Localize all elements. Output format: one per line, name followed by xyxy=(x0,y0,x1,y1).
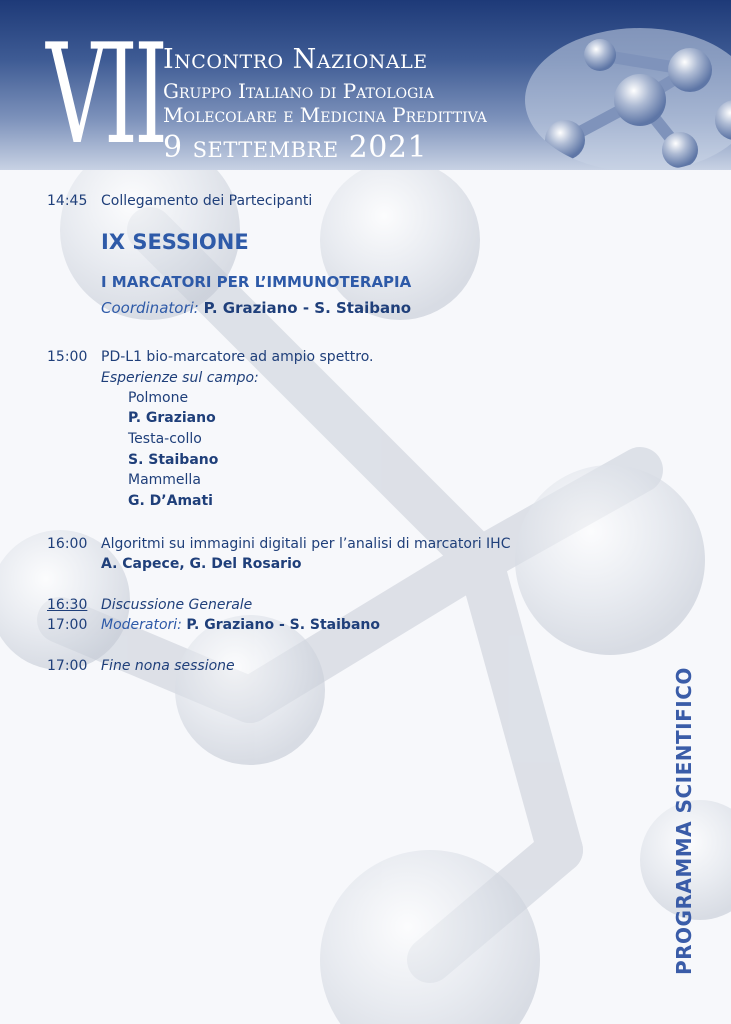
discussion-end-time: 17:00 xyxy=(47,617,88,633)
talk2-title: Algoritmi su immagini digitali per l’analisi di marcatori IHC xyxy=(101,536,511,552)
organizer-line-1: Gruppo Italiano di Patologia xyxy=(163,79,434,103)
discussion-start-time: 16:30 xyxy=(47,597,88,613)
closing-time: 17:00 xyxy=(47,658,88,674)
closing-text: Fine nona sessione xyxy=(101,658,235,674)
talk1-speaker-2: S. Staibano xyxy=(128,452,219,468)
event-title: Incontro Nazionale xyxy=(163,44,428,75)
talk1-time: 15:00 xyxy=(47,349,88,365)
coordinators-label: Coordinatori: xyxy=(101,299,199,317)
talk1-topic-3: Mammella xyxy=(128,472,201,488)
talk1-speaker-1: P. Graziano xyxy=(128,410,216,426)
organizer-line-2: Molecolare e Medicina Predittiva xyxy=(163,103,487,127)
moderators-names: P. Graziano - S. Staibano xyxy=(186,617,380,633)
session-subtitle: I MARCATORI PER L’IMMUNOTERAPIA xyxy=(101,273,412,291)
event-date: 9 settembre 2021 xyxy=(163,130,428,165)
side-section-label: PROGRAMMA SCIENTIFICO xyxy=(672,667,696,975)
moderators-label: Moderatori: xyxy=(101,617,182,633)
talk1-topic-2: Testa-collo xyxy=(128,431,202,447)
opening-text: Collegamento dei Partecipanti xyxy=(101,193,313,209)
talk1-speaker-3: G. D’Amati xyxy=(128,493,213,509)
coordinators-names: P. Graziano - S. Staibano xyxy=(203,299,412,317)
discussion-title: Discussione Generale xyxy=(101,597,253,613)
talk1-title: PD-L1 bio-marcatore ad ampio spettro. xyxy=(101,349,374,365)
edition-roman-numeral: VII xyxy=(46,14,165,170)
discussion-moderators xyxy=(101,617,380,633)
talk1-subtitle: Esperienze sul campo: xyxy=(101,370,259,386)
session-coordinators xyxy=(101,299,411,317)
opening-time: 14:45 xyxy=(47,193,88,209)
talk2-time: 16:00 xyxy=(47,536,88,552)
session-title: IX SESSIONE xyxy=(101,230,249,254)
talk1-topic-1: Polmone xyxy=(128,390,189,406)
talk2-speakers: A. Capece, G. Del Rosario xyxy=(101,556,302,572)
